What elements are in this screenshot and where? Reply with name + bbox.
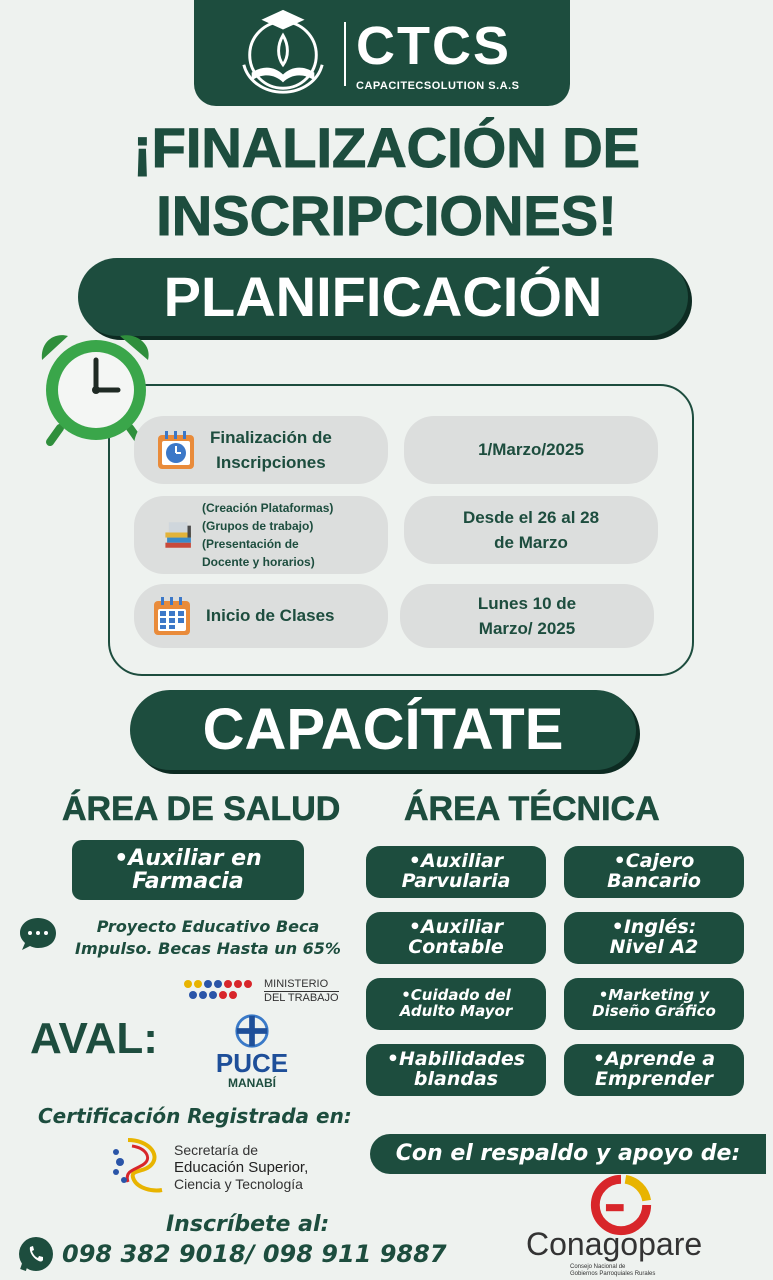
senescyt-line-2: Educación Superior, [174,1159,309,1176]
schedule-row-2-date-line-1: Desde el 26 al 28 [462,508,600,527]
senescyt-dots-icon [108,1134,168,1200]
course-line: Nivel A2 [609,936,699,958]
conagopare-sub-line-2: Gobiernos Parroquiales Rurales [570,1271,656,1277]
course-line: Diseño Gráfico [592,1002,716,1020]
course-ingles-a2 [564,912,744,964]
brand-logo-banner [194,0,570,106]
senescyt-logo [108,1134,338,1200]
schedule-row-2-label [134,496,388,574]
course-auxiliar-farmacia [72,840,304,900]
course-habilidades-blandas [366,1044,546,1096]
phone-numbers[interactable]: 098 382 9018/ 098 911 9887 [62,1240,447,1268]
whatsapp-icon [16,1234,56,1274]
course-line: Adulto Mayor [399,1002,513,1020]
course-cajero-bancario [564,846,744,898]
logo-divider [344,22,346,86]
course-line: •Inglés: [611,916,697,939]
course-marketing-diseno [564,978,744,1030]
beca-note [58,916,358,960]
title-line-1: ¡FINALIZACIÓN DE [132,116,641,179]
course-line: blandas [413,1068,499,1090]
calendar-icon [152,595,192,637]
books-icon [162,514,196,556]
conagopare-name: Conagopare [526,1226,703,1262]
certificacion-label: Certificación Registrada en: [38,1104,352,1128]
beca-line-2: Impulso. Becas Hasta un 65% [75,939,341,958]
senescyt-line-1: Secretaría de [174,1142,259,1158]
capacitate-heading: CAPACÍTATE [130,690,636,770]
schedule-row-1-label-line-2: Inscripciones [216,453,326,472]
logo-subtitle: CAPACITECSOLUTION S.A.S [356,80,520,92]
schedule-row-2-label-line-1: (Creación Plataformas) [202,501,334,515]
puce-name: PUCE [215,1048,289,1078]
schedule-row-3-label [134,584,388,648]
ministerio-trabajo-logo [182,976,352,1006]
course-line: •Auxiliar en [114,845,262,871]
schedule-row-3-date-line-2: Marzo/ 2025 [478,619,576,638]
schedule-row-3-date-line-1: Lunes 10 de [477,594,577,613]
schedule-row-2-date [404,496,658,564]
course-line: Farmacia [132,869,244,894]
calendar-clock-icon [156,429,196,471]
course-auxiliar-contable [366,912,546,964]
puce-cross-icon [233,1012,271,1050]
senescyt-line-3: Ciencia y Tecnología [174,1176,303,1192]
course-auxiliar-parvularia [366,846,546,898]
respaldo-label: Con el respaldo y apoyo de: [370,1134,766,1174]
planificacion-heading: PLANIFICACIÓN [78,258,688,336]
course-line: •Marketing y [598,986,710,1005]
conagopare-logo [520,1174,720,1278]
ministerio-dots-icon [182,978,258,1004]
course-line: Bancario [607,870,701,892]
schedule-row-2-label-line-2: (Grupos de trabajo) [202,519,314,533]
course-line: •Auxiliar [408,916,504,939]
course-line: •Auxiliar [408,850,504,873]
area-salud-heading: ÁREA DE SALUD [62,790,341,828]
course-line: •Aprende a [592,1048,716,1071]
course-cuidado-adulto-mayor [366,978,546,1030]
inscribete-label: Inscríbete al: [166,1212,330,1237]
course-aprende-emprender [564,1044,744,1096]
aval-label: AVAL: [30,1014,158,1063]
schedule-row-1-date-line-1: 1/Marzo/2025 [478,440,584,459]
ministerio-line-2: DEL TRABAJO [264,992,339,1004]
course-line: Parvularia [401,870,511,892]
course-line: •Cuidado del [401,986,511,1005]
course-line: Emprender [594,1068,714,1090]
schedule-row-1-label-line-1: Finalización de [210,428,332,447]
schedule-row-3-date [400,584,654,648]
schedule-row-2-label-line-4: Docente y horarios) [202,555,315,569]
title-line-2: INSCRIPCIONES! [156,184,617,247]
schedule-row-1-date [404,416,658,484]
logo-wordmark: CTCS [356,16,511,76]
course-line: Contable [408,936,504,958]
conagopare-sub-line-1: Consejo Nacional de [570,1264,626,1270]
ministerio-line-1: MINISTERIO [264,978,329,990]
schedule-row-2-date-line-2: de Marzo [494,533,568,552]
puce-manabi-logo [214,1012,290,1096]
schedule-row-2-label-line-3: (Presentación de [202,537,299,551]
course-line: •Habilidades [386,1048,526,1071]
schedule-row-3-label-line-1: Inicio de Clases [206,606,335,625]
course-line: •Cajero [613,850,695,873]
puce-sub: MANABÍ [228,1076,276,1090]
chat-bubble-icon [18,914,58,954]
schedule-row-1-label [134,416,388,484]
area-tecnica-heading: ÁREA TÉCNICA [404,790,660,828]
beca-line-1: Proyecto Educativo Beca [96,917,320,936]
graduation-book-emblem-icon [234,6,332,100]
